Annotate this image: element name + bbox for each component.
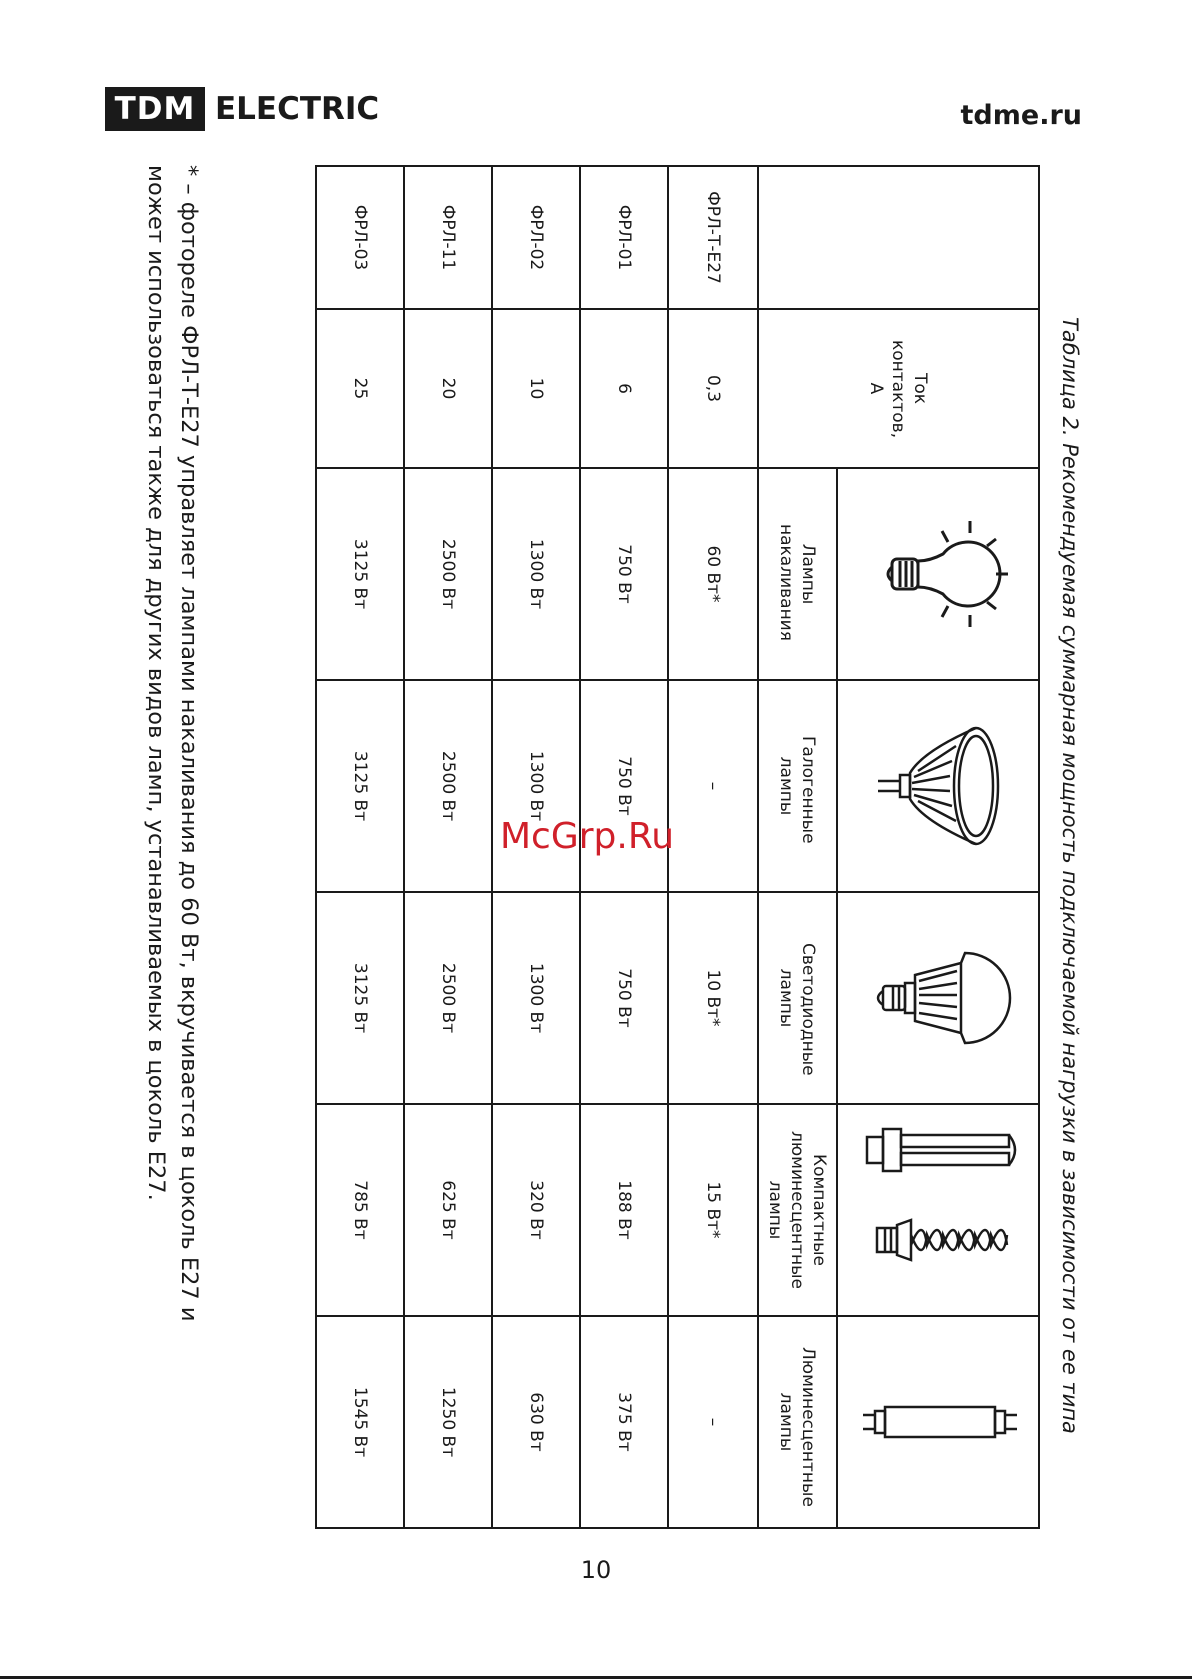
- logo-tdm-box: TDM: [105, 87, 205, 131]
- value-cell: 320 Вт: [492, 1104, 580, 1316]
- table-row: [316, 166, 404, 1528]
- incandescent-bulb-icon: [837, 468, 1039, 680]
- value-cell: 3125 Вт: [316, 892, 404, 1104]
- col-label-fluorescent: Люминесцентные лампы: [758, 1316, 837, 1528]
- value-cell: –: [668, 680, 758, 892]
- value-cell: 10 Вт*: [668, 892, 758, 1104]
- current-cell: 25: [316, 309, 404, 468]
- value-cell: 1300 Вт: [492, 468, 580, 680]
- col-label-led: Светодиодные лампы: [758, 892, 837, 1104]
- fluorescent-tube-icon: [837, 1316, 1039, 1528]
- model-cell: ФРЛ-01: [580, 166, 668, 309]
- footnote-line-1: * – фотореле ФРЛ-Т-Е27 управляет лампами накаливания до 60 Вт, вкручивается в цоколь Е27 и: [176, 165, 202, 1322]
- value-cell: 60 Вт*: [668, 468, 758, 680]
- site-url: tdme.ru: [960, 100, 1082, 131]
- model-cell: ФРЛ-03: [316, 166, 404, 309]
- led-bulb-icon: [837, 892, 1039, 1104]
- value-cell: 1545 Вт: [316, 1316, 404, 1528]
- value-cell: 2500 Вт: [404, 468, 492, 680]
- corner-cell: [758, 166, 1039, 309]
- value-cell: –: [668, 1316, 758, 1528]
- model-cell: ФРЛ-11: [404, 166, 492, 309]
- current-cell: 0,3: [668, 309, 758, 468]
- current-cell: 6: [580, 309, 668, 468]
- table-caption: Таблица 2. Рекомендуемая суммарная мощность подключаемой нагрузки в зависимости от ее типа: [1058, 317, 1082, 1434]
- value-cell: 1300 Вт: [492, 680, 580, 892]
- value-cell: 630 Вт: [492, 1316, 580, 1528]
- table-row: [668, 166, 758, 1528]
- value-cell: 750 Вт: [580, 468, 668, 680]
- footnote: [139, 165, 205, 1535]
- value-cell: 15 Вт*: [668, 1104, 758, 1316]
- value-cell: 785 Вт: [316, 1104, 404, 1316]
- value-cell: 375 Вт: [580, 1316, 668, 1528]
- value-cell: 1250 Вт: [404, 1316, 492, 1528]
- value-cell: 2500 Вт: [404, 892, 492, 1104]
- current-cell: 10: [492, 309, 580, 468]
- page-number: 10: [580, 1556, 612, 1584]
- value-cell: 2500 Вт: [404, 680, 492, 892]
- compact-fluorescent-lamp-icon: [837, 1104, 1039, 1316]
- model-cell: ФРЛ-Т-Е27: [668, 166, 758, 309]
- logo-electric-text: ELECTRIC: [215, 91, 380, 127]
- value-cell: 3125 Вт: [316, 680, 404, 892]
- current-header: Ток контактов, А: [758, 309, 1039, 468]
- footnote-line-2: может использоваться также для других видов ламп, устанавливаемых в цоколь Е27.: [143, 165, 169, 1201]
- value-cell: 3125 Вт: [316, 468, 404, 680]
- col-label-incandescent: Лампы накаливания: [758, 468, 837, 680]
- col-label-halogen: Галогенные лампы: [758, 680, 837, 892]
- model-cell: ФРЛ-02: [492, 166, 580, 309]
- power-table: [315, 165, 1040, 1529]
- halogen-lamp-icon: [837, 680, 1039, 892]
- value-cell: 1300 Вт: [492, 892, 580, 1104]
- col-label-cfl: Компактные люминесцентные лампы: [758, 1104, 837, 1316]
- current-cell: 20: [404, 309, 492, 468]
- value-cell: 750 Вт: [580, 680, 668, 892]
- table-row: [404, 166, 492, 1528]
- value-cell: 625 Вт: [404, 1104, 492, 1316]
- value-cell: 750 Вт: [580, 892, 668, 1104]
- watermark: McGrp.Ru: [500, 816, 675, 857]
- value-cell: 188 Вт: [580, 1104, 668, 1316]
